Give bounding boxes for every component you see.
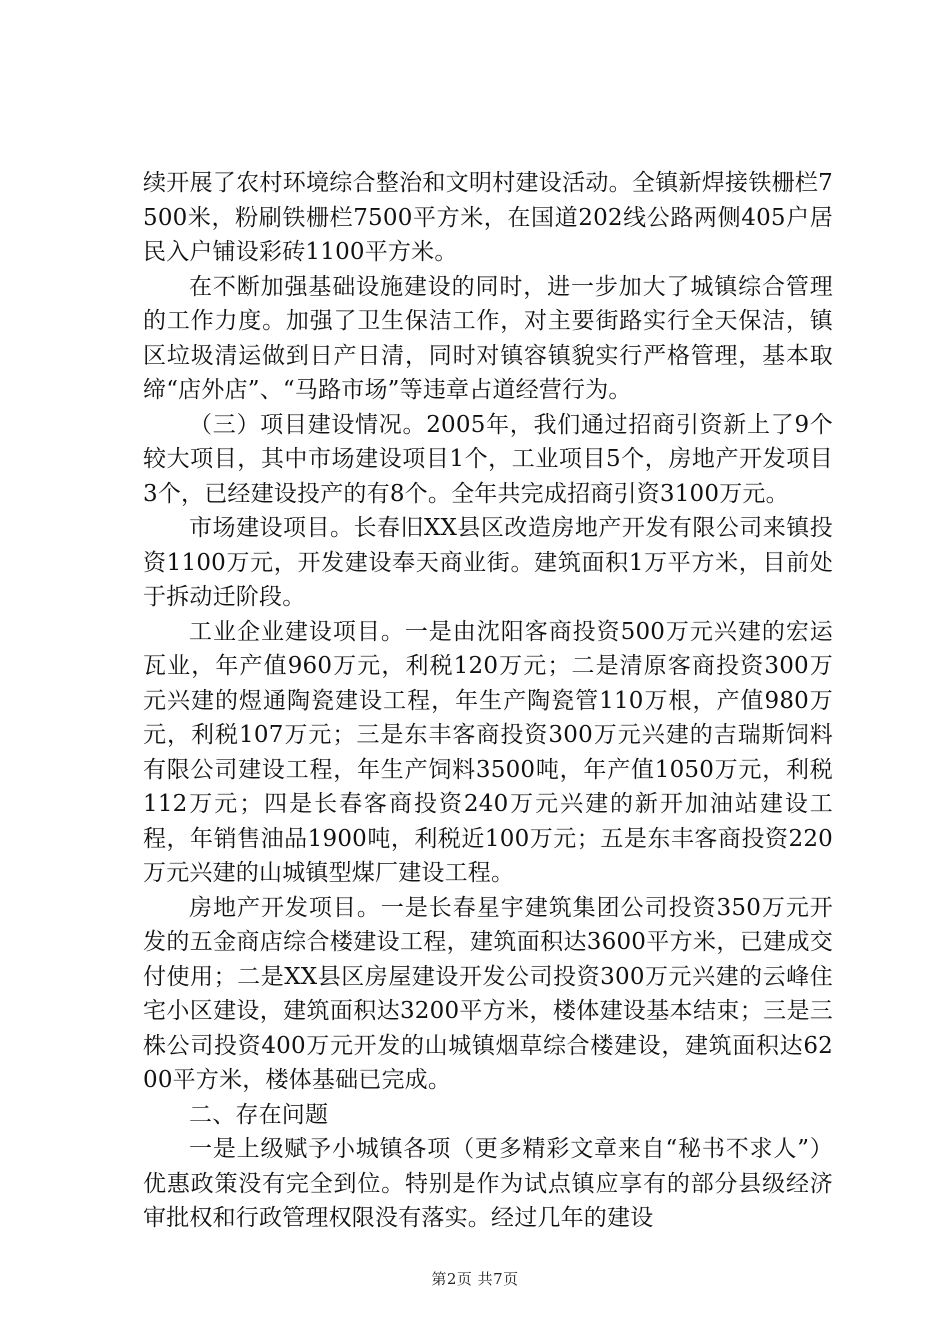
page-body (143, 166, 833, 1236)
paragraph-market-projects: 市场建设项目。长春旧XX县区改造房地产开发有限公司来镇投资1100万元，开发建设奉天商业街。建筑面积1万平方米，目前处于拆动迁阶段。 (143, 515, 833, 610)
paragraph-continuation: 续开展了农村环境综合整治和文明村建设活动。全镇新焊接铁栅栏7500米，粉刷铁栅栏7500平方米，在国道202线公路两侧405户居民入户铺设彩砖1100平方米。 (143, 170, 833, 265)
paragraph-real-estate-projects: 房地产开发项目。一是长春星宇建筑集团公司投资350万元开发的五金商店综合楼建设工程，建筑面积达3600平方米，已建成交付使用；二是XX县区房屋建设开发公司投资300万元兴建的云峰住宅小区建设，建筑面积达3200平方米，楼体建设基本结束；三是三株公司投资400万元开发的山城镇烟草综合楼建设，建筑面积达6200平方米，楼体基础已完成。 (143, 894, 833, 1093)
paragraph-problem-one: 一是上级赋予小城镇各项（更多精彩文章来自“秘书不求人”）优惠政策没有完全到位。特别是作为试点镇应享有的部分县级经济审批权和行政管理权限没有落实。经过几年的建设 (143, 1136, 833, 1231)
paragraph-industrial-projects: 工业企业建设项目。一是由沈阳客商投资500万元兴建的宏运瓦业，年产值960万元，利税120万元；二是清原客商投资300万元兴建的煜通陶瓷建设工程，年生产陶瓷管110万根，产值980万元，利税107万元；三是东丰客商投资300万元兴建的吉瑞斯饲料有限公司建设工程，年生产饲料3500吨，年产值1050万元，利税112万元；四是长春客商投资240万元兴建的新开加油站建设工程，年销售油品1900吨，利税近100万元；五是东丰客商投资220万元兴建的山城镇型煤厂建设工程。 (143, 618, 833, 886)
section-heading-problems: 二、存在问题 (189, 1101, 329, 1128)
paragraph-town-management: 在不断加强基础设施建设的同时，进一步加大了城镇综合管理的工作力度。加强了卫生保洁工作，对主要街路实行全天保洁，镇区垃圾清运做到日产日清，同时对镇容镇貌实行严格管理，基本取缔“店外店”、“马路市场”等违章占道经营行为。 (143, 273, 833, 403)
paragraph-project-overview: （三）项目建设情况。2005年，我们通过招商引资新上了9个较大项目，其中市场建设项目1个，工业项目5个，房地产开发项目3个，已经建设投产的有8个。全年共完成招商引资3100万元。 (143, 411, 833, 507)
page-number-footer: 第2页 共7页 (431, 1270, 519, 1288)
